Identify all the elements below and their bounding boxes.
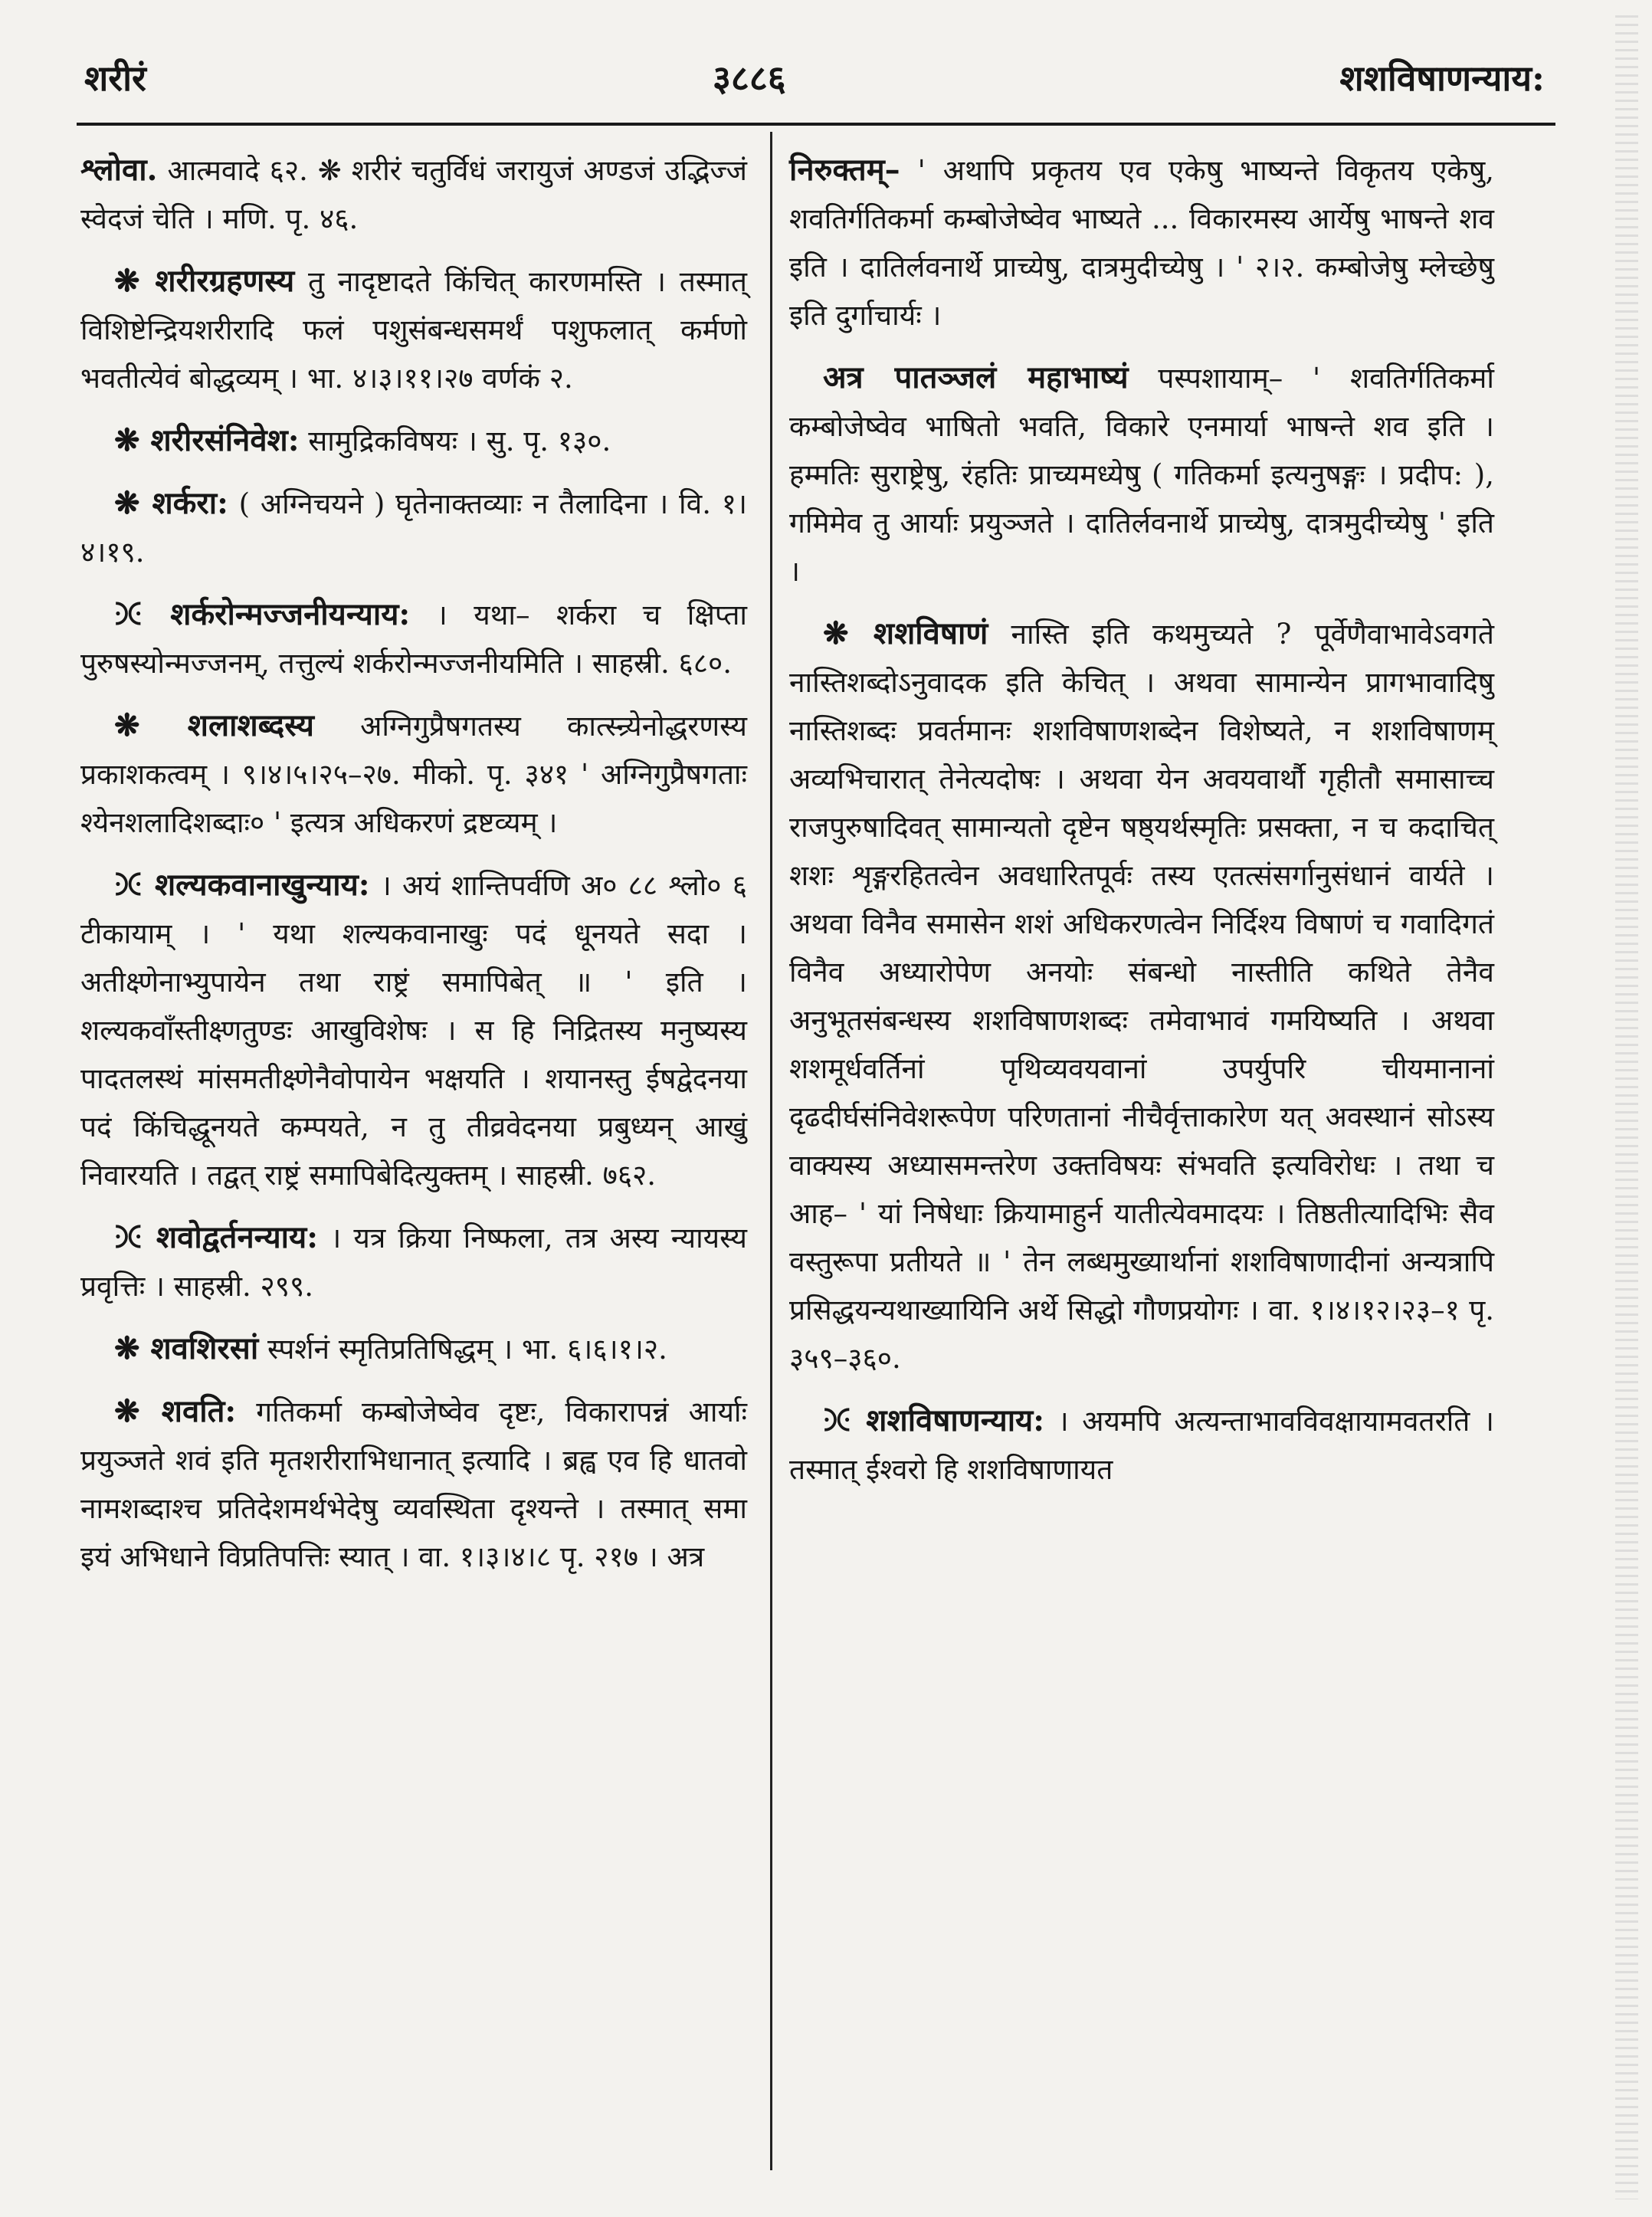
entry-term: श्लोवा. bbox=[80, 152, 158, 188]
entry-text: स्पर्शनं स्मृतिप्रतिषिद्धम् । भा. ६।६।१।२. bbox=[267, 1333, 667, 1366]
entry bbox=[789, 146, 1494, 339]
entry-term: ❋ शर्करा: bbox=[114, 485, 228, 521]
entry-text: । अयमपि अत्यन्ताभावविवक्षायामवतरति । तस्मात् ईश्वरो हि शशविषाणायत bbox=[789, 1405, 1494, 1486]
entry-text: । अयं शान्तिपर्वणि अ० ८८ श्लो० ६ टीकायाम् । ' यथा शल्यकवानाखुः पदं धूनयते सदा । अतीक्ष्णेनाभ्युपायेन तथा राष्ट्रं समापिबेत् ॥ ' इति । शल्यकवाँस्तीक्ष्णतुण्डः आखुविशेषः । स हि निद्रितस्य मनुष्यस्य पादतलस्थं मांसमतीक्ष्णेनैवोपायेन भक्षयति । शयानस्तु ईषद्वेदनया पदं किंचिद्धूनयते कम्पयते, न तु तीव्रवेदनया प्रबुध्यन् आखुं निवारयति । तद्वत् राष्ट्रं समापिबेदित्युक्तम् । साहस्री. ७६२. bbox=[80, 869, 748, 1192]
entry-text: ' अथापि प्रकृतय एव एकेषु भाष्यन्ते विकृतय एकेषु, शवतिर्गतिकर्मा कम्बोजेष्वेव भाष्यते ... विकारमस्य आर्येषु भाषन्ते शव इति । दातिर्लवनार्थे प्राच्येषु, दात्रमुदीच्येषु । ' २।२. कम्बोजेषु म्लेच्छेषु इति दुर्गाचार्यः । bbox=[789, 154, 1494, 332]
entry-term: ❋ शलाशब्दस्य bbox=[114, 707, 314, 743]
entry bbox=[789, 353, 1494, 595]
header-left-word: शरीरं bbox=[84, 57, 146, 99]
entry-text: । यथा– शर्करा च क्षिप्ता पुरुषस्योन्मज्जनम्, तत्तुल्यं शर्करोन्मज्जनीयमिति । साहस्री. ६८०. bbox=[80, 599, 747, 680]
entry bbox=[80, 861, 747, 1199]
entry bbox=[789, 609, 1494, 1382]
entry bbox=[80, 590, 747, 687]
header-rule bbox=[77, 123, 1555, 126]
entry-term: ꖻ शर्करोन्मज्जनीयन्याय: bbox=[114, 596, 411, 632]
entry bbox=[80, 416, 747, 465]
entry-text: अग्निगुप्रैषगतस्य कात्स्न्र्येनोद्धरणस्य प्रकाशकत्वम् । ९।४।५।२५–२७. मीको. पृ. ३४१ ' अग्निगुप्रैषगताः श्येनशलादिशब्दाः० ' इत्यत्र अधिकरणं द्रष्टव्यम् । bbox=[80, 710, 747, 839]
entry bbox=[80, 701, 747, 847]
left-column bbox=[80, 146, 747, 1595]
entry bbox=[80, 1213, 747, 1310]
entry-term: ꖻ शवोद्वर्तनन्याय: bbox=[114, 1219, 319, 1255]
entry bbox=[80, 1387, 747, 1581]
entry-text: । यत्र क्रिया निष्फला, तत्र अस्य न्यायस्य प्रवृत्तिः । साहस्री. २९९. bbox=[80, 1222, 747, 1303]
scan-edge-noise bbox=[1615, 15, 1638, 2199]
entry bbox=[80, 257, 747, 402]
entry bbox=[80, 479, 747, 576]
entry-text: सामुद्रिकविषयः । सु. पृ. १३०. bbox=[308, 425, 611, 458]
entry bbox=[789, 1396, 1494, 1494]
entry-text: नास्ति इति कथमुच्यते ? पूर्वेणैवाभावेऽवगते नास्तिशब्दोऽनुवादक इति केचित् । अथवा सामान्येन प्रागभावादिषु नास्तिशब्दः प्रवर्तमानः शशविषाणशब्देन विशेष्यते, न शशविषाणम् अव्यभिचारात् तेनेत्यदोषः । अथवा येन अवयवार्थौ गृहीतौ समासाच्च राजपुरुषादिवत् सामान्यतो दृष्टेन षष्ठ्यर्थस्मृतिः प्रसक्ता, न च कदाचित् शशः शृङ्गरहितत्वेन अवधारितपूर्वः तस्य एतत्संसर्गानुसंधानं वार्यते । अथवा विनैव समासेन शशं अधिकरणत्वेन निर्दिश्य विषाणं च गवादिगतं विनैव अध्यारोपेण अनयोः संबन्धो नास्तीति कथिते तेनैव अनुभूतसंबन्धस्य शशविषाणशब्दः तमेवाभावं गमयिष्यति । अथवा शशमूर्धवर्तिनां पृथिव्यवयवानां उपर्युपरि चीयमानानां दृढदीर्घसंनिवेशरूपेण परिणतानां नीचैर्वृत्ताकारेण यत् अवस्थानं सोऽस्य वाक्यस्य अध्यासमन्तरेण उक्तविषयः संभवति इत्यविरोधः । तथा च आह– ' यां निषेधाः क्रियामाहुर्न यातीत्येवमादयः । तिष्ठतीत्यादिभिः सैव वस्तुरूपा प्रतीयते ॥ ' तेन लब्धमुख्यार्थानां शशविषाणादीनां अन्यत्रापि प्रसिद्धयन्यथाख्यायिनि अर्थे सिद्धो गौणप्रयोगः । वा. १।४।१२।२३–१ पृ. ३५९–३६०. bbox=[789, 618, 1495, 1375]
entry-text: ( अग्निचयने ) घृतेनाक्तव्याः न तैलादिना । वि. १।४।१९. bbox=[80, 487, 748, 569]
entry-term: ❋ शवशिरसां bbox=[114, 1330, 259, 1366]
entry bbox=[80, 1324, 747, 1373]
entry-term: ꖻ शल्यकवानाखुन्याय: bbox=[114, 867, 370, 903]
entry-term: निरुक्तम्– bbox=[789, 152, 900, 188]
entry-text: तु नादृष्टादते किंचित् कारणमस्ति । तस्मात् विशिष्टेन्द्रियशरीरादि फलं पशुसंबन्धसमर्थं पशुफलात् कर्मणो भवतीत्येवं बोद्धव्यम् । भा. ४।३।११।२७ वर्णकं २. bbox=[80, 265, 747, 395]
page-number: ३८८६ bbox=[713, 57, 786, 99]
entry-term: ❋ शरीरसंनिवेश: bbox=[114, 422, 300, 458]
entry-text: आत्मवादे ६२. ❋ शरीरं चतुर्विधं जरायुजं अण्डजं उद्भिज्जं स्वेदजं चेति । मणि. पृ. ४६. bbox=[80, 154, 748, 235]
entry-text: गतिकर्मा कम्बोजेष्वेव दृष्टः, विकारापन्नं आर्याः प्रयुञ्जते शवं इति मृतशरीराभिधानात् इत्यादि । ब्रह्व एव हि धातवो नामशब्दाश्च प्रतिदेशमर्थभेदेषु व्यवस्थिता दृश्यन्ते । तस्मात् समा इयं अभिधाने विप्रतिपत्तिः स्यात् । वा. १।३।४।८ पृ. २१७ । अत्र bbox=[80, 1395, 747, 1573]
entry-term: अत्र पातञ्जलं महाभाष्यं bbox=[823, 359, 1129, 395]
entry-term: ꖻ शशविषाणन्याय: bbox=[823, 1402, 1045, 1438]
entry bbox=[80, 146, 747, 243]
entry-term: ❋ शरीरग्रहणस्य bbox=[114, 263, 295, 299]
entry-term: ❋ शवति: bbox=[114, 1393, 237, 1429]
entry-term: ❋ शशविषाणं bbox=[823, 615, 988, 651]
header-right-word: शशविषाणन्याय: bbox=[1339, 57, 1545, 99]
column-divider bbox=[770, 132, 772, 2170]
entry-text: पस्पशायाम्– ' शवतिर्गतिकर्मा कम्बोजेष्वेव भाषितो भवति, विकारे एनमार्या भाषन्ते शव इति । हम्मतिः सुराष्ट्रेषु, रंहतिः प्राच्यमध्येषु ( गतिकर्मा इत्यनुषङ्गः । प्रदीप: ), गमिमेव तु आर्याः प्रयुञ्जते । दातिर्लवनार्थे प्राच्येषु, दात्रमुदीच्येषु ' इति । bbox=[789, 362, 1494, 588]
right-column bbox=[789, 146, 1494, 1507]
